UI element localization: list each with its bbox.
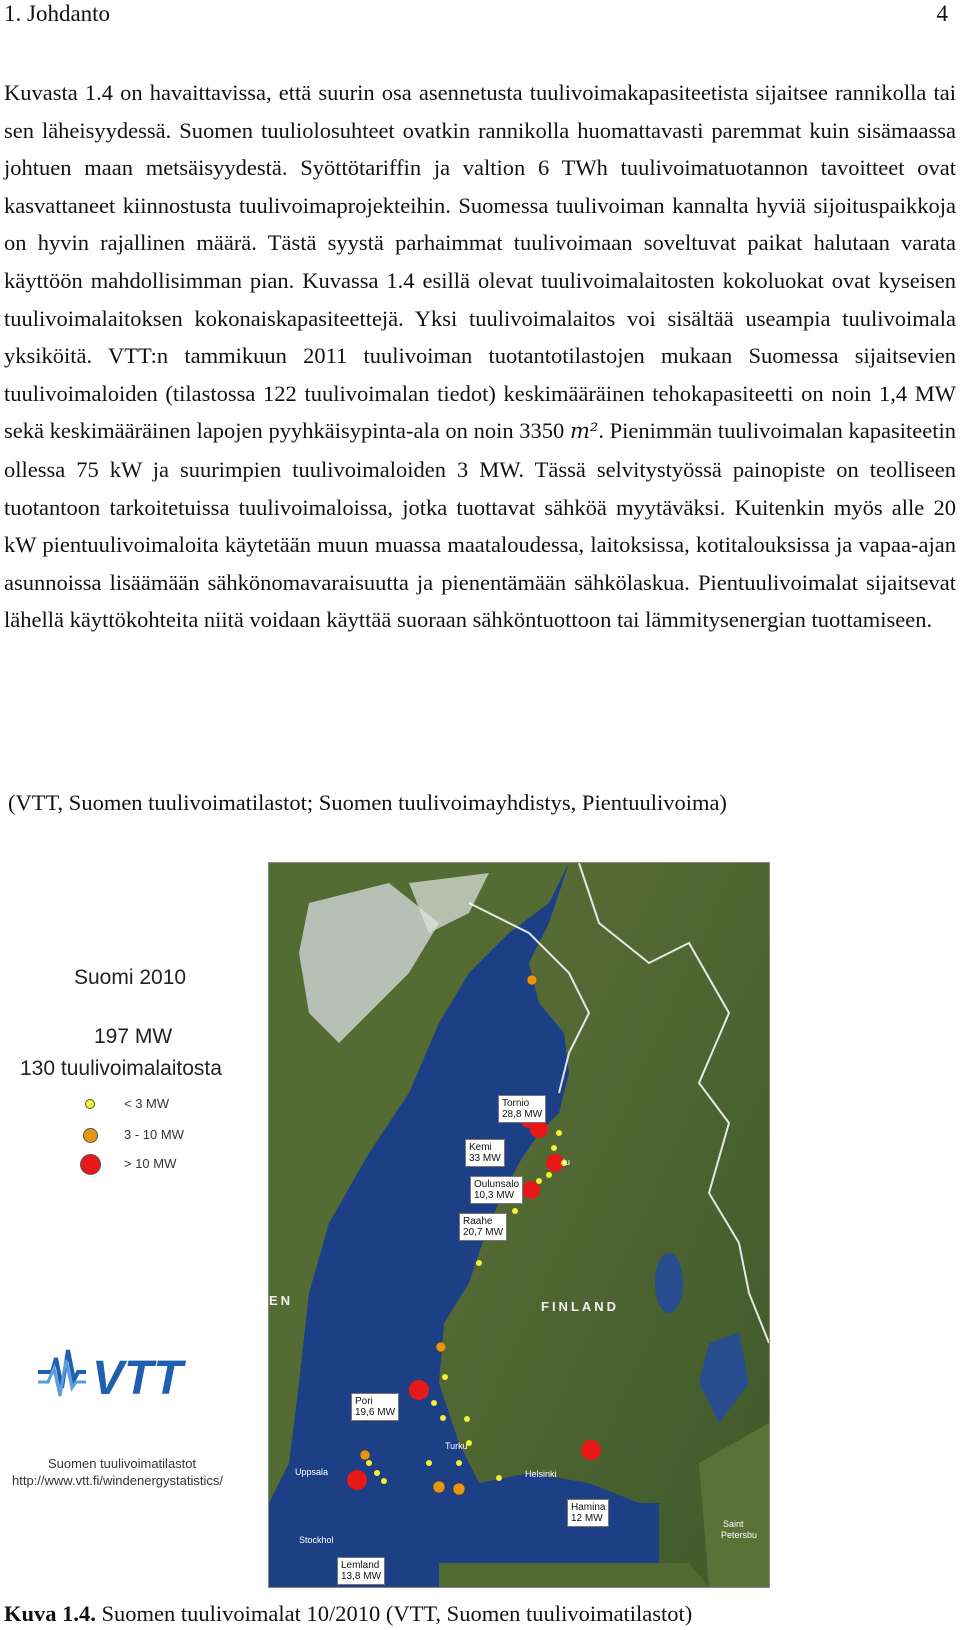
plant-dot [476,1260,482,1266]
legend-label: > 10 MW [124,1156,177,1171]
callout-value: 28,8 MW [502,1109,543,1120]
callout-value: 33 MW [469,1153,501,1164]
callout-value: 12 MW [571,1513,603,1524]
figure-caption [4,1600,692,1628]
source-reference: (VTT, Suomen tuulivoimatilastot; Suomen tuulivoimayhdistys, Pientuulivoima) [8,790,727,815]
caption-text: Suomen tuulivoimalat 10/2010 (VTT, Suomen tuulivoimatilastot) [95,1601,693,1626]
total-capacity: 197 MW [94,1025,173,1048]
yellow-dot-icon [85,1099,95,1109]
vtt-wordmark: VTT [92,1352,183,1405]
label-saint: Saint [723,1519,744,1529]
label-edge-letters: EN [269,1293,294,1308]
plant-dot-lemland [347,1470,367,1490]
plant-dot [360,1450,370,1460]
plant-dot [426,1460,432,1466]
plant-dot [551,1145,557,1151]
figure [0,862,960,1588]
paragraph-part-1: Kuvasta 1.4 on havaittavissa, että suurin osa asennetusta tuulivoimakapasiteetista sijaitsee rannikolla tai sen läheisyydessä. Suomen tuuliolosuhteet ovatkin rannikolla huomattavasti paremmat kuin sisämaassa johtuen maan metsäisyydestä. Syöttötariffin ja valtion 6 TWh tuulivoimatuotannon tavoitteet ovat kasvattaneet kiinnostusta tuulivoimaprojekteihin. Suomessa tuulivoiman kannalta hyviä sijoituspaikkoja on hyvin rajallinen määrä. Tästä syystä parhaimmat tuulivoimaan soveltuvat paikat halutaan varata käyttöön mahdollisimman pian. Kuvassa 1.4 esillä olevat tuulivoimalaitosten kokoluokat ovat kyseisen tuulivoimalaitoksen kokonaiskapasiteettejä. Yksi tuulivoimalaitos voi sisältää useampia tuulivoimala yksiköitä. VTT:n tammikuun 2011 tuulivoiman tuotantotilastojen mukaan Suomessa sijaitsevien tuulivoimaloiden (tilastossa 122 tuulivoimalan tiedot) keskimääräinen tehokapasiteetti on noin 1,4 MW sekä keskimääräinen lapojen pyyhkäisypinta-ala on noin 3350 [4,80,956,444]
callout-name: Hamina [571,1502,606,1513]
label-petersburg: Petersbu [721,1530,758,1540]
plant-dot [366,1460,372,1466]
callout-lemland [337,1557,385,1585]
area-unit: m² [570,419,599,444]
plant-count: 130 tuulivoimalaitosta [20,1057,222,1080]
plant-dot [456,1460,462,1466]
label-helsinki: Helsinki [525,1469,557,1479]
chapter-title: 1. Johdanto [4,1,111,26]
paragraph [4,74,956,639]
map-image [268,862,770,1588]
callout-name: Oulunsalo [474,1179,520,1190]
legend-panel [0,862,268,1586]
legend-label: < 3 MW [124,1096,170,1111]
plant-dot [442,1374,448,1380]
label-uppsala: Uppsala [295,1467,329,1477]
callout-name: Kemi [469,1142,492,1153]
callout-name: Raahe [463,1216,493,1227]
callout-name: Tornio [502,1098,530,1109]
orange-dot-icon [83,1128,98,1143]
callout-name: Pori [355,1396,373,1407]
plant-dot [433,1481,445,1493]
label-oulu-fragment: lu [563,1157,571,1167]
estonia-land [439,1563,709,1587]
map-title: Suomi 2010 [74,966,187,989]
vtt-url: http://www.vtt.fi/windenergystatistics/ [12,1473,223,1488]
callout-oulunsalo [470,1176,523,1204]
label-finland: FINLAND [541,1299,620,1314]
body-text [4,74,956,639]
plant-dot [381,1478,387,1484]
callout-hamina [567,1499,609,1527]
plant-dot [453,1483,465,1495]
label-turku: Turku [445,1441,468,1451]
callout-value: 20,7 MW [463,1227,504,1238]
callout-value: 19,6 MW [355,1407,396,1418]
plant-dot-raahe [522,1181,540,1199]
plant-dot [436,1342,446,1352]
paragraph-part-2: . Pienimmän tuulivoimalan kapasiteetin ollessa 75 kW ja suurimpien tuulivoimaloiden 3 MW. Tässä selvitystyössä painopiste on teolliseen tuotantoon tarkoitetuissa tuulivoimaloissa, jotka tuottavat sähköä myytäväksi. Kuitenkin myös alle 20 kW pientuulivoimaloita käytetään muun muassa maataloudessa, laitoksissa, kotitalouksissa ja vapaa-ajan asunnoissa lisäämään sähkönomavaraisuutta ja pienentämään sähkölaskua. Pientuulivoimalat sijaitsevat lähellä käyttökohteita niitä voidaan käyttää suoraan sähköntuottoon tai lämmitysenergian tuottamiseen. [4,418,956,633]
plant-dot [546,1172,552,1178]
plant-dot [440,1415,446,1421]
callout-raahe [459,1213,507,1241]
vtt-wave-icon [38,1350,86,1396]
callout-value: 10,3 MW [474,1190,515,1201]
plant-dot [556,1130,562,1136]
plant-dot-pori [409,1380,429,1400]
label-stockholm: Stockhol [299,1535,334,1545]
vtt-caption: Suomen tuulivoimatilastot [48,1456,197,1471]
page-header [4,0,948,30]
plant-dot [536,1178,542,1184]
page-number: 4 [936,1,948,26]
legend-label: 3 - 10 MW [124,1127,184,1142]
callout-value: 13,8 MW [341,1571,382,1582]
red-dot-icon [80,1154,101,1175]
plant-dot [431,1400,437,1406]
plant-dot [464,1416,470,1422]
caption-lead: Kuva 1.4. [4,1601,96,1626]
plant-dot [527,975,537,985]
finland-map [269,863,769,1587]
plant-dot [496,1475,502,1481]
callout-tornio [498,1095,546,1123]
plant-dot [512,1208,518,1214]
plant-dot-hamina [581,1440,601,1460]
callout-name: Lemland [341,1560,380,1571]
callout-pori [351,1393,399,1421]
vtt-logo [34,1330,234,1410]
callout-kemi [465,1139,505,1167]
plant-dot [374,1470,380,1476]
lake [655,1253,683,1313]
